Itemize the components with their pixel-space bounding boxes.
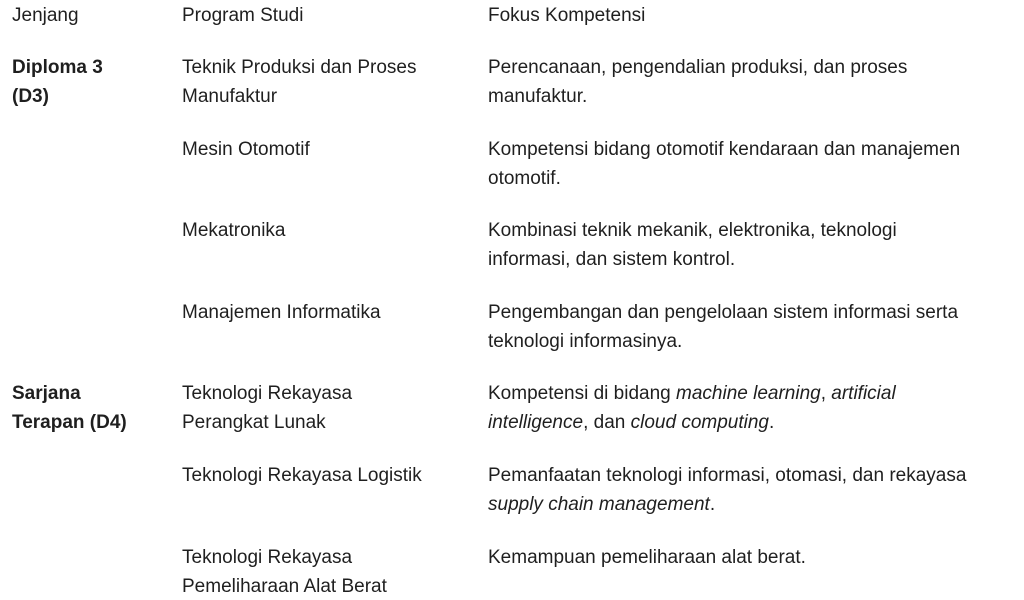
focus-text: , — [820, 383, 832, 404]
program-cell — [182, 53, 472, 111]
program-line: Teknologi Rekayasa Logistik — [182, 465, 422, 486]
focus-line: Kemampuan pemeliharaan alat berat. — [488, 547, 806, 568]
level-d3-line2: (D3) — [12, 86, 49, 107]
focus-text: . — [769, 412, 775, 433]
header-jenjang: Jenjang — [12, 5, 79, 26]
header-program-studi: Program Studi — [182, 5, 304, 26]
focus-text: . — [709, 494, 716, 515]
focus-cell — [488, 543, 1018, 572]
program-line: Manajemen Informatika — [182, 302, 381, 323]
program-line: Teknologi Rekayasa — [182, 547, 353, 568]
focus-text: , dan — [583, 412, 631, 433]
focus-line: manufaktur. — [488, 86, 588, 107]
program-line: Pemeliharaan Alat Berat — [182, 576, 387, 597]
focus-text: Kompetensi di bidang — [488, 383, 677, 404]
program-line: Teknik Produksi dan Proses — [182, 57, 417, 78]
focus-line: Perencanaan, pengendalian produksi, dan proses — [488, 57, 908, 78]
focus-cell — [488, 53, 1018, 111]
focus-line: Kombinasi teknik mekanik, elektronika, teknologi — [488, 220, 897, 241]
focus-term: cloud computing — [630, 412, 769, 433]
program-cell — [182, 543, 472, 600]
focus-line: Kompetensi bidang otomotif kendaraan dan manajemen — [488, 139, 961, 160]
table-header-row — [0, 1, 1024, 31]
program-line: Mesin Otomotif — [182, 139, 310, 160]
focus-term: supply chain management — [488, 494, 710, 515]
program-line: Manufaktur — [182, 86, 278, 107]
focus-term: artificial — [831, 383, 896, 404]
program-cell — [182, 298, 472, 327]
level-d3-line1: Diploma 3 — [12, 57, 103, 78]
focus-term: intelligence — [488, 412, 584, 433]
focus-line — [488, 408, 1018, 437]
focus-line: Pemanfaatan teknologi informasi, otomasi, dan rekayasa — [488, 465, 967, 486]
focus-line — [488, 379, 1018, 408]
level-d4 — [12, 379, 172, 437]
program-cell — [182, 216, 472, 245]
focus-line — [488, 490, 1018, 519]
focus-cell — [488, 216, 1018, 274]
program-cell — [182, 135, 472, 164]
focus-line: teknologi informasinya. — [488, 331, 683, 352]
level-d4-line1: Sarjana — [12, 383, 81, 404]
focus-line: informasi, dan sistem kontrol. — [488, 249, 736, 270]
level-d3 — [12, 53, 172, 111]
focus-line: Pengembangan dan pengelolaan sistem informasi serta — [488, 302, 959, 323]
focus-cell — [488, 461, 1018, 519]
program-cell — [182, 379, 472, 437]
header-fokus-kompetensi: Fokus Kompetensi — [488, 5, 646, 26]
program-cell — [182, 461, 472, 490]
focus-cell — [488, 135, 1018, 193]
focus-cell — [488, 298, 1018, 356]
focus-cell — [488, 379, 1018, 437]
program-line: Mekatronika — [182, 220, 286, 241]
focus-line: otomotif. — [488, 168, 561, 189]
level-d4-line2: Terapan (D4) — [12, 412, 127, 433]
program-line: Perangkat Lunak — [182, 412, 326, 433]
program-line: Teknologi Rekayasa — [182, 383, 353, 404]
focus-term: machine learning — [676, 383, 821, 404]
